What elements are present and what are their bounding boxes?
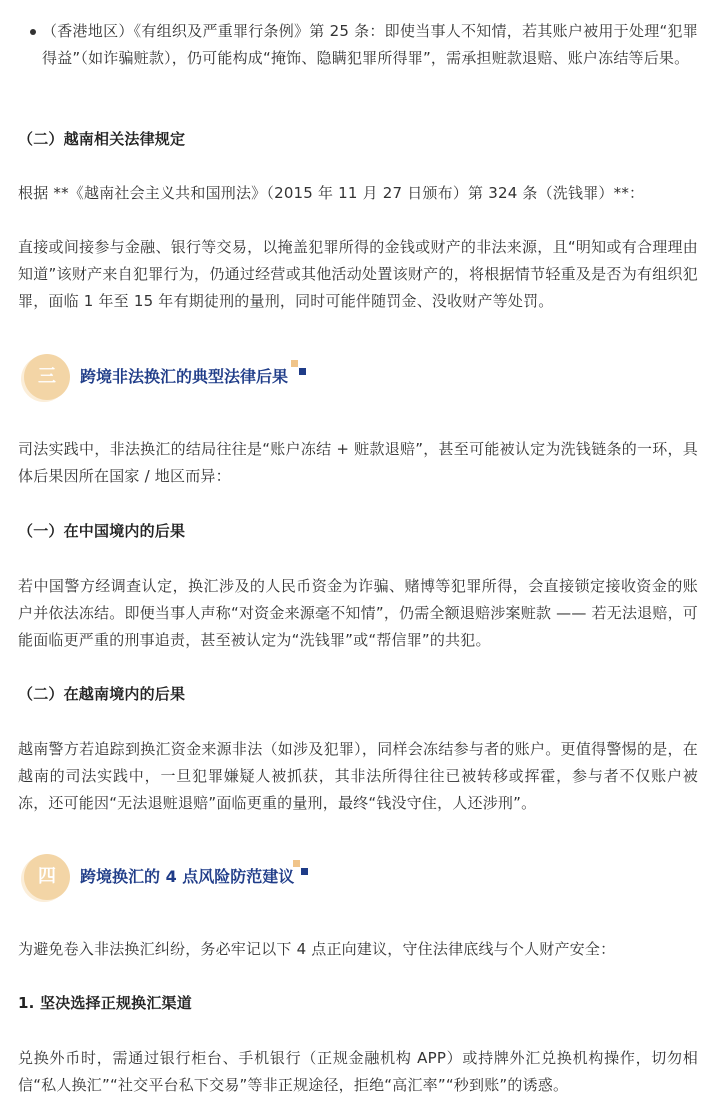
section-3-title: 跨境非法换汇的典型法律后果 [80,367,289,386]
section-4-badge: 四 [38,866,56,887]
vn-law-basis: 根据 **《越南社会主义共和国刑法》（2015 年 11 月 27 日颁布）第 324 条（洗钱罪）**： [18,184,645,202]
bullet-dot-icon [30,29,36,35]
section-4-title: 跨境换汇的 4 点风险防范建议 [80,867,295,886]
section-3-sub2-text: 越南警方若追踪到换汇资金来源非法（如涉及犯罪），同样会冻结参与者的账户。更值得警惕的是，在越南的司法实践中，一旦犯罪嫌疑人被抓获，其非法所得往往已被转移或挥霍，参与者不仅账户被冻，还可能因“无法退赃退赔”面临更重的量刑，最终“钱没守住，人还涉刑”。 [18,740,698,812]
blue-square-icon [301,868,308,875]
blue-square-icon [299,368,306,375]
section-4-intro: 为避免卷入非法换汇纠纷，务必牢记以下 4 点正向建议，守住法律底线与个人财产安全： [18,940,616,958]
bullet-item [30,18,698,72]
vn-law-text: 直接或间接参与金融、银行等交易，以掩盖犯罪所得的金钱或财产的非法来源，且“明知或有合理理由知道”该财产来自犯罪行为，仍通过经营或其他活动处置该财产的，将根据情节轻重及是否为有组织犯罪，面临 1 年至 15 年有期徒刑的量刑，同时可能伴随罚金、没收财产等处罚。 [18,238,698,310]
gold-square-icon [293,860,300,867]
vn-law-heading: （二）越南相关法律规定 [18,130,186,148]
section-4-item1-heading: 1. 坚决选择正规换汇渠道 [18,994,192,1012]
section-3-intro: 司法实践中，非法换汇的结局往往是“账户冻结 + 赃款退赔”，甚至可能被认定为洗钱链条的一环，具体后果因所在国家 / 地区而异： [18,440,698,485]
section-4-header [18,850,518,906]
section-3-sub1-heading: （一）在中国境内的后果 [18,522,186,540]
bullet-item-text: （香港地区）《有组织及严重罪行条例》第 25 条：即使当事人不知情，若其账户被用于处理“犯罪得益”（如诈骗赃款），仍可能构成“掩饰、隐瞒犯罪所得罪”，需承担赃款退赔、账户冻结等后果。 [42,22,698,67]
section-3-badge: 三 [38,366,56,387]
section-3-sub2-heading: （二）在越南境内的后果 [18,685,186,703]
gold-square-icon [291,360,298,367]
section-3-header [18,350,518,406]
section-3-sub1-text: 若中国警方经调查认定，换汇涉及的人民币资金为诈骗、赌博等犯罪所得，会直接锁定接收资金的账户并依法冻结。即便当事人声称“对资金来源毫不知情”，仍需全额退赔涉案赃款 —— 若无法退赔，可能面临更严重的刑事追责，甚至被认定为“洗钱罪”或“帮信罪”的共犯。 [18,577,698,649]
section-4-item1-text: 兑换外币时，需通过银行柜台、手机银行（正规金融机构 APP）或持牌外汇兑换机构操作，切勿相信“私人换汇”“社交平台私下交易”等非正规途径，拒绝“高汇率”“秒到账”的诱惑。 [18,1049,698,1094]
